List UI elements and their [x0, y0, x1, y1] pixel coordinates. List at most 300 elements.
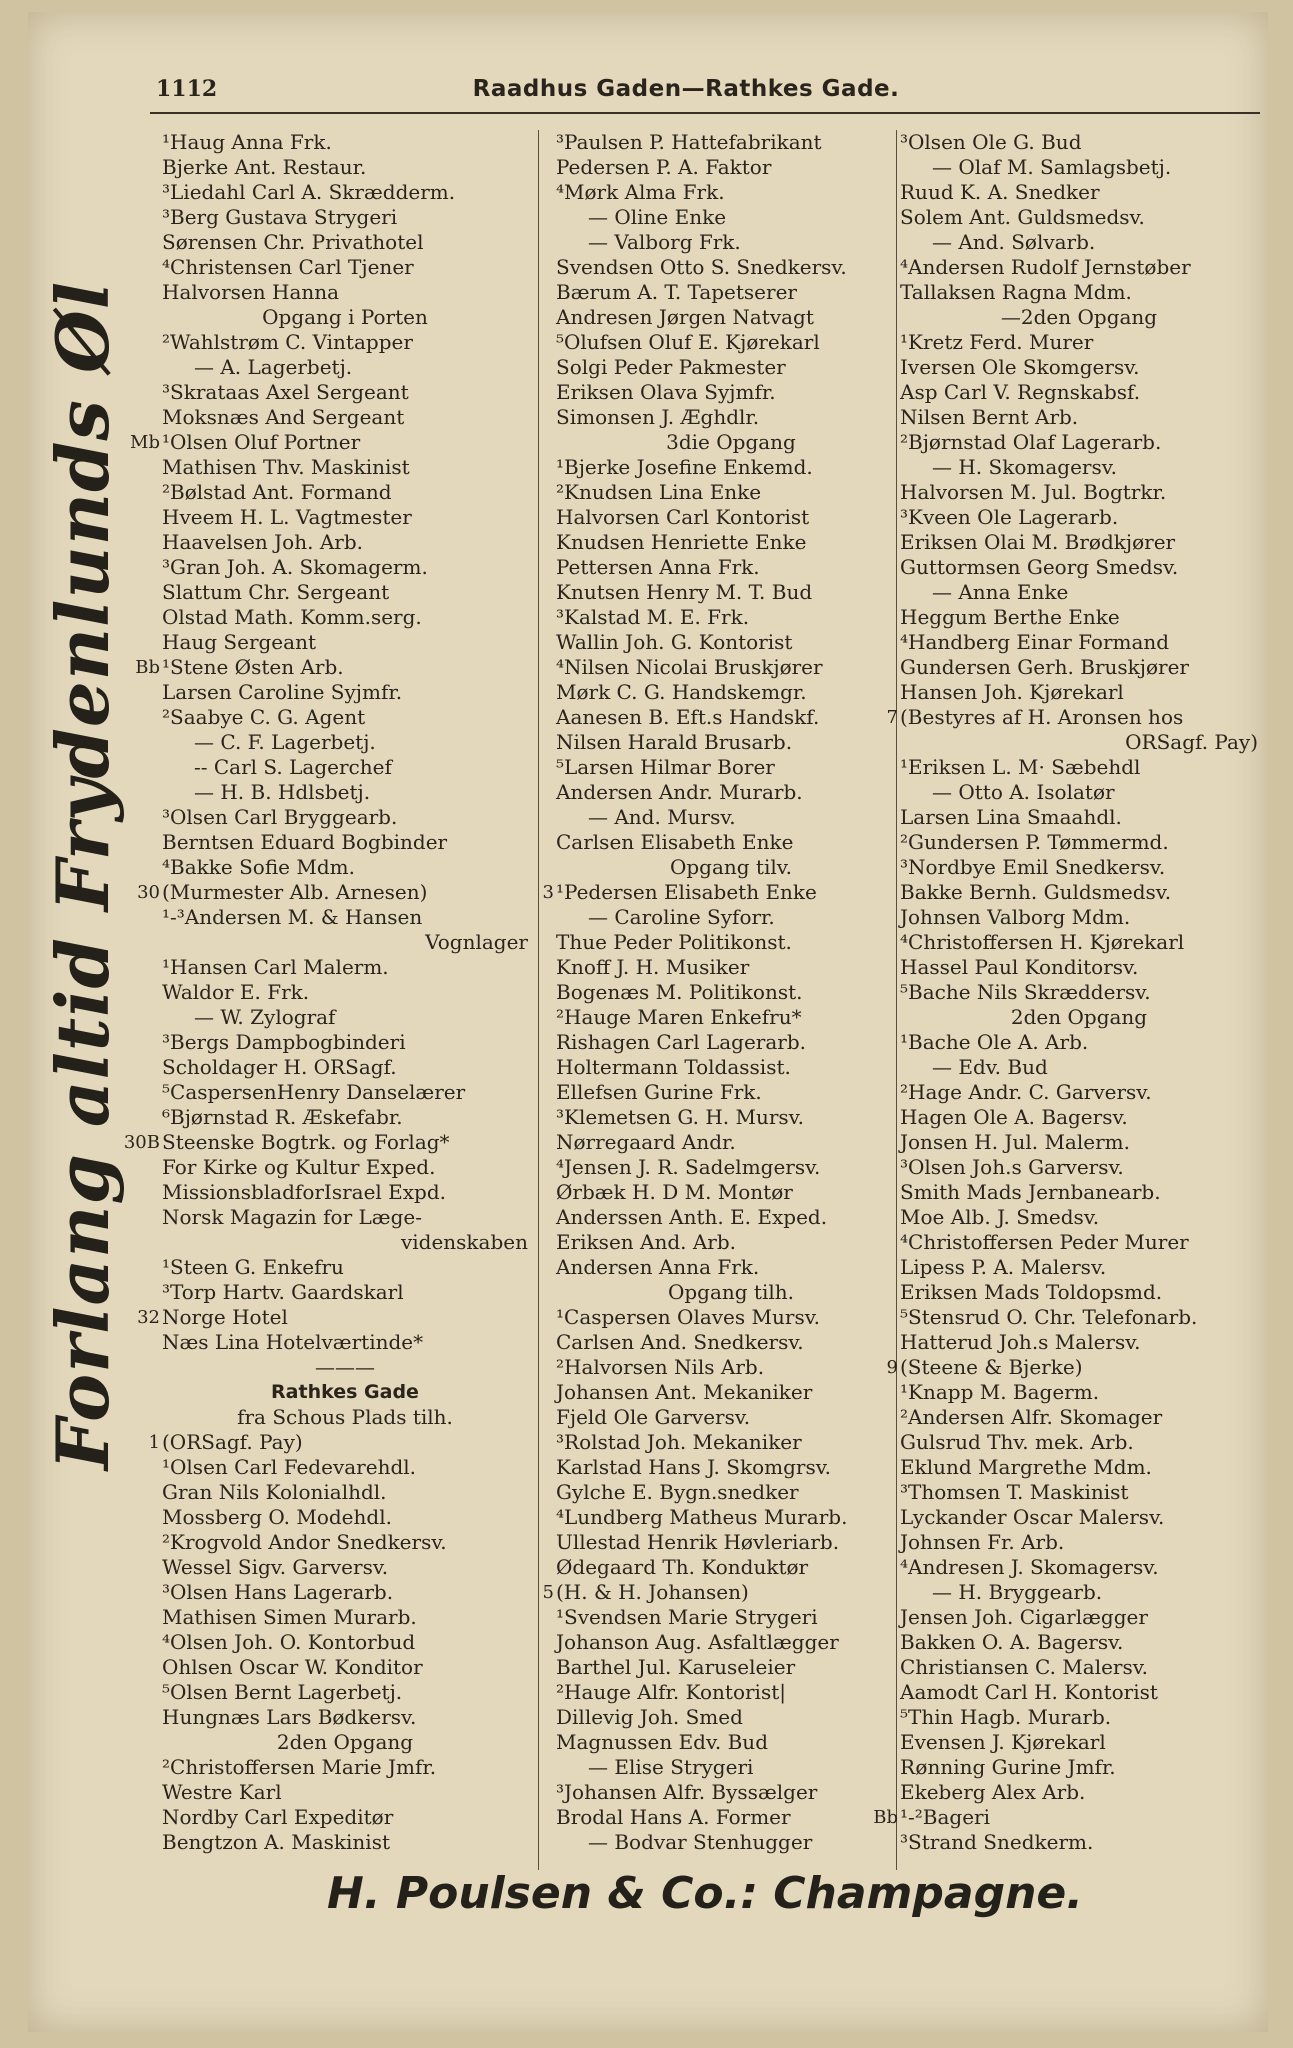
house-number-marker: 7	[886, 707, 898, 728]
directory-entry	[900, 1380, 1258, 1405]
entry-text: ⁴Christensen Carl Tjener	[162, 255, 414, 279]
entry-text: —2den Opgang	[1000, 305, 1158, 329]
directory-entry	[900, 330, 1258, 355]
directory-entry	[900, 205, 1258, 230]
entry-text: Hveem H. L. Vagtmester	[162, 505, 412, 529]
directory-entry	[900, 555, 1258, 580]
directory-entry	[162, 205, 528, 230]
entry-text: Ullestad Henrik Høvleriarb.	[556, 1530, 840, 1554]
directory-entry	[556, 1755, 906, 1780]
directory-entry	[556, 1455, 906, 1480]
directory-entry	[900, 1155, 1258, 1180]
entry-text: Mossberg O. Modehdl.	[162, 1505, 392, 1529]
entry-text: ³Paulsen P. Hattefabrikant	[556, 130, 822, 154]
directory-entry	[137, 1305, 528, 1330]
running-head: Raadhus Gaden—Rathkes Gade.	[472, 76, 900, 102]
entry-text: ²Gundersen P. Tømmermd.	[900, 830, 1169, 854]
directory-entry	[162, 1755, 528, 1780]
entry-text: (Murmester Alb. Arnesen)	[162, 880, 428, 904]
directory-entry	[162, 1655, 528, 1680]
entry-text: ²Andersen Alfr. Skomager	[900, 1405, 1163, 1429]
entry-text: ³Olsen Carl Bryggearb.	[162, 805, 398, 829]
column-3	[873, 130, 1258, 1855]
entry-text: Johanson Aug. Asfaltlægger	[556, 1630, 839, 1654]
directory-entry	[556, 1780, 906, 1805]
directory-entry	[900, 1480, 1258, 1505]
entry-text: ²Hage Andr. C. Garversv.	[900, 1080, 1152, 1104]
entry-text: ³Berg Gustava Strygeri	[162, 205, 398, 229]
entry-text: (Bestyres af H. Aronsen hos	[900, 705, 1184, 729]
directory-entry	[556, 755, 906, 780]
directory-entry	[900, 355, 1258, 380]
entry-text: Rishagen Carl Lagerarb.	[556, 1030, 806, 1054]
entry-text: Eriksen And. Arb.	[556, 1230, 737, 1254]
directory-entry	[556, 1230, 906, 1255]
directory-entry	[556, 405, 906, 430]
directory-entry	[886, 705, 1258, 730]
directory-entry	[900, 680, 1258, 705]
entry-text: ⁴Bakke Sofie Mdm.	[162, 855, 355, 879]
directory-entry	[900, 880, 1258, 905]
directory-entry	[900, 730, 1258, 755]
entry-text: Haug Sergeant	[162, 630, 316, 654]
entry-text: ¹Stene Østen Arb.	[162, 655, 344, 679]
entry-text: Gylche E. Bygn.snedker	[556, 1480, 799, 1504]
entry-text: Gulsrud Thv. mek. Arb.	[900, 1430, 1134, 1454]
entry-text: Larsen Caroline Syjmfr.	[162, 680, 403, 704]
page-header	[156, 76, 1216, 110]
directory-entry	[556, 1680, 906, 1705]
directory-entry	[162, 1330, 528, 1355]
directory-entry	[556, 305, 906, 330]
directory-entry	[162, 380, 528, 405]
directory-entry	[162, 1180, 528, 1205]
entry-text: Opgang tilh.	[667, 1280, 795, 1304]
entry-text: Dillevig Joh. Smed	[556, 1705, 743, 1729]
directory-entry	[900, 180, 1258, 205]
entry-text: ⁴Mørk Alma Frk.	[556, 180, 725, 204]
directory-entry	[556, 1405, 906, 1430]
entry-text: Hagen Ole A. Bagersv.	[900, 1105, 1128, 1129]
entry-text: ²Knudsen Lina Enke	[556, 480, 762, 504]
entry-text: — Olaf M. Samlagsbetj.	[932, 155, 1172, 179]
entry-text: Moe Alb. J. Smedsv.	[900, 1205, 1100, 1229]
directory-entry	[900, 1730, 1258, 1755]
entry-text: ⁴Andersen Rudolf Jernstøber	[900, 255, 1191, 279]
entry-text: Ellefsen Gurine Frk.	[556, 1080, 762, 1104]
directory-entry	[556, 480, 906, 505]
directory-entry	[556, 1080, 906, 1105]
entry-text: ¹Hansen Carl Malerm.	[162, 955, 389, 979]
entry-text: — Otto A. Isolatør	[932, 780, 1115, 804]
directory-entry	[900, 655, 1258, 680]
directory-entry	[556, 780, 906, 805]
entry-text: MissionsbladforIsrael Expd.	[162, 1180, 446, 1204]
directory-entry	[900, 1030, 1258, 1055]
entry-text: ¹Haug Anna Frk.	[162, 130, 332, 154]
directory-entry	[900, 805, 1258, 830]
entry-text: ⁵Olufsen Oluf E. Kjørekarl	[556, 330, 820, 354]
directory-entry	[162, 605, 528, 630]
entry-text: ⁵Stensrud O. Chr. Telefonarb.	[900, 1305, 1198, 1329]
entry-text: Iversen Ole Skomgersv.	[900, 355, 1140, 379]
directory-entry	[556, 1605, 906, 1630]
entry-text: (ORSagf. Pay)	[162, 1430, 303, 1454]
entry-text: Wessel Sigv. Garversv.	[162, 1555, 389, 1579]
entry-text: ¹Eriksen L. M· Sæbehdl	[900, 755, 1141, 779]
entry-text: ³Liedahl Carl A. Skrædderm.	[162, 180, 456, 204]
entry-text: ³Olsen Ole G. Bud	[900, 130, 1082, 154]
directory-entry	[556, 1205, 906, 1230]
entry-text: Johnsen Fr. Arb.	[900, 1530, 1065, 1554]
directory-entry	[900, 980, 1258, 1005]
directory-entry	[162, 1155, 528, 1180]
entry-text: ¹Olsen Carl Fedevarehdl.	[162, 1455, 417, 1479]
directory-entry	[162, 930, 528, 955]
directory-entry	[556, 1380, 906, 1405]
directory-entry	[130, 430, 528, 455]
directory-entry	[900, 155, 1258, 180]
directory-entry	[900, 1055, 1258, 1080]
directory-entry	[162, 1205, 528, 1230]
entry-text: Tallaksen Ragna Mdm.	[900, 280, 1132, 304]
directory-entry	[556, 330, 906, 355]
entry-text: ²Christoffersen Marie Jmfr.	[162, 1755, 437, 1779]
directory-entry	[900, 130, 1258, 155]
house-number-marker: 1	[148, 1432, 160, 1453]
entry-text: — Bodvar Stenhugger	[588, 1830, 813, 1854]
directory-entry	[162, 1555, 528, 1580]
entry-text: — W. Zylograf	[194, 1005, 336, 1029]
entry-text: Rathkes Gade	[271, 1381, 419, 1403]
entry-text: — Caroline Syforr.	[588, 905, 775, 929]
directory-entry	[900, 1455, 1258, 1480]
entry-text: — H. Skomagersv.	[932, 455, 1118, 479]
directory-entry	[556, 1255, 906, 1280]
entry-text: Nordby Carl Expeditør	[162, 1805, 394, 1829]
entry-text: Berntsen Eduard Bogbinder	[162, 830, 448, 854]
column-2	[542, 130, 906, 1855]
directory-entry	[900, 1605, 1258, 1630]
entry-text: Heggum Berthe Enke	[900, 605, 1120, 629]
directory-entry	[162, 730, 528, 755]
entry-text: Anderssen Anth. E. Exped.	[556, 1205, 828, 1229]
entry-text: ¹Knapp M. Bagerm.	[900, 1380, 1100, 1404]
directory-entry	[556, 180, 906, 205]
entry-text: Waldor E. Frk.	[162, 980, 310, 1004]
entry-text: ²Saabye C. G. Agent	[162, 705, 366, 729]
directory-entry	[556, 1105, 906, 1130]
entry-text: ³Olsen Hans Lagerarb.	[162, 1580, 394, 1604]
entry-text: Scholdager H. ORSagf.	[162, 1055, 397, 1079]
entry-text: — Oline Enke	[588, 205, 727, 229]
entry-text: Nilsen Bernt Arb.	[900, 405, 1079, 429]
directory-entry	[900, 630, 1258, 655]
entry-text: Ørbæk H. D M. Montør	[556, 1180, 793, 1204]
entry-text: Slattum Chr. Sergeant	[162, 580, 390, 604]
entry-text: — C. F. Lagerbetj.	[194, 730, 376, 754]
directory-entry	[556, 830, 906, 855]
bottom-advertisement: H. Poulsen & Co.: Champagne.	[327, 1868, 1083, 1919]
directory-entry	[900, 1230, 1258, 1255]
directory-entry	[542, 1580, 906, 1605]
entry-text: Norge Hotel	[162, 1305, 288, 1329]
entry-text: ³Torp Hartv. Gaardskarl	[162, 1280, 404, 1304]
directory-entry	[900, 1780, 1258, 1805]
directory-entry	[900, 280, 1258, 305]
entry-text: -- Carl S. Lagerchef	[194, 755, 392, 779]
entry-text: Ødegaard Th. Konduktør	[556, 1555, 809, 1579]
directory-entry	[123, 1130, 528, 1155]
entry-text: Pedersen P. A. Faktor	[556, 155, 772, 179]
entry-text: Eriksen Olava Syjmfr.	[556, 380, 776, 404]
directory-entry	[135, 655, 528, 680]
entry-text: Evensen J. Kjørekarl	[900, 1730, 1106, 1754]
directory-entry	[556, 130, 906, 155]
entry-text: Solgi Peder Pakmester	[556, 355, 786, 379]
directory-entry	[556, 955, 906, 980]
directory-entry	[556, 505, 906, 530]
entry-text: 3die Opgang	[666, 430, 796, 454]
entry-text: ²Bølstad Ant. Formand	[162, 480, 392, 504]
directory-entry	[556, 1555, 906, 1580]
directory-entry	[162, 905, 528, 930]
directory-entry	[162, 1805, 528, 1830]
directory-entry	[162, 1830, 528, 1855]
entry-text: — Elise Strygeri	[588, 1755, 754, 1779]
directory-entry	[900, 930, 1258, 955]
directory-entry	[162, 180, 528, 205]
entry-text: (H. & H. Johansen)	[556, 1580, 749, 1604]
directory-entry	[873, 1805, 1258, 1830]
directory-entry	[162, 1280, 528, 1305]
directory-entry	[162, 505, 528, 530]
house-number-marker: 3	[542, 882, 554, 903]
directory-entry	[556, 1705, 906, 1730]
entry-text: ³Rolstad Joh. Mekaniker	[556, 1430, 802, 1454]
directory-entry	[162, 405, 528, 430]
entry-text: ⁴Olsen Joh. O. Kontorbud	[162, 1630, 416, 1654]
directory-entry	[900, 255, 1258, 280]
entry-text: ²Krogvold Andor Snedkersv.	[162, 1530, 447, 1554]
entry-text: Bærum A. T. Tapetserer	[556, 280, 797, 304]
entry-text: Gran Nils Kolonialhdl.	[162, 1480, 387, 1504]
entry-text: ³Thomsen T. Maskinist	[900, 1480, 1129, 1504]
entry-text: Mathisen Simen Murarb.	[162, 1605, 417, 1629]
entry-text: Karlstad Hans J. Skomgrsv.	[556, 1455, 831, 1479]
directory-entry	[162, 280, 528, 305]
entry-text: Svendsen Otto S. Snedkersv.	[556, 255, 847, 279]
directory-entry	[556, 205, 906, 230]
directory-entry	[556, 430, 906, 455]
entry-text: Haavelsen Joh. Arb.	[162, 530, 363, 554]
directory-entry	[556, 905, 906, 930]
house-number-marker: Mb	[130, 432, 160, 453]
directory-entry	[162, 1380, 528, 1405]
entry-text: — H. B. Hdlsbetj.	[194, 780, 371, 804]
entry-text: Eriksen Olai M. Brødkjører	[900, 530, 1176, 554]
entry-text: Bengtzon A. Maskinist	[162, 1830, 390, 1854]
entry-text: ¹Svendsen Marie Strygeri	[556, 1605, 818, 1629]
directory-entry	[162, 780, 528, 805]
entry-text: ⁶Bjørnstad R. Æskefabr.	[162, 1105, 403, 1129]
directory-entry	[556, 1330, 906, 1355]
entry-text: Bakken O. A. Bagersv.	[900, 1630, 1124, 1654]
directory-entry	[900, 1705, 1258, 1730]
entry-text: Norsk Magazin for Læge-	[162, 1205, 422, 1229]
directory-entry	[162, 1080, 528, 1105]
directory-entry	[900, 1630, 1258, 1655]
directory-entry	[162, 1780, 528, 1805]
directory-entry	[556, 1630, 906, 1655]
entry-text: ¹Bjerke Josefine Enkemd.	[556, 455, 813, 479]
entry-text: ———	[315, 1355, 375, 1379]
directory-entry	[556, 680, 906, 705]
directory-entry	[556, 155, 906, 180]
entry-text: Ruud K. A. Snedker	[900, 180, 1100, 204]
directory-entry	[900, 1330, 1258, 1355]
entry-text: ²Halvorsen Nils Arb.	[556, 1355, 765, 1379]
entry-text: Aamodt Carl H. Kontorist	[900, 1680, 1158, 1704]
house-number-marker: Bb	[873, 1807, 898, 1828]
entry-text: Smith Mads Jernbanearb.	[900, 1180, 1161, 1204]
directory-entry	[162, 1055, 528, 1080]
directory-entry	[900, 1280, 1258, 1305]
entry-text: Mørk C. G. Handskemgr.	[556, 680, 807, 704]
entry-text: ¹Steen G. Enkefru	[162, 1255, 344, 1279]
entry-text: Fjeld Ole Garversv.	[556, 1405, 751, 1429]
entry-text: Nørregaard Andr.	[556, 1130, 736, 1154]
entry-text: ⁵Bache Nils Skræddersv.	[900, 980, 1151, 1004]
entry-text: ¹Olsen Oluf Portner	[162, 430, 361, 454]
entry-text: Moksnæs And Sergeant	[162, 405, 405, 429]
directory-entry	[556, 730, 906, 755]
entry-text: ⁴Lundberg Matheus Murarb.	[556, 1505, 848, 1529]
directory-entry	[556, 630, 906, 655]
directory-entry	[162, 755, 528, 780]
directory-entry	[556, 1005, 906, 1030]
entry-text: Thue Peder Politikonst.	[556, 930, 792, 954]
entry-text: ³Klemetsen G. H. Mursv.	[556, 1105, 804, 1129]
entry-text: For Kirke og Kultur Exped.	[162, 1155, 436, 1179]
directory-entry	[556, 605, 906, 630]
entry-text: Larsen Lina Smaahdl.	[900, 805, 1122, 829]
entry-text: Christiansen C. Malersv.	[900, 1655, 1149, 1679]
entry-text: Opgang tilv.	[669, 855, 793, 879]
entry-text: Opgang i Porten	[262, 305, 428, 329]
directory-entry	[556, 1480, 906, 1505]
directory-entry	[900, 855, 1258, 880]
entry-text: Brodal Hans A. Former	[556, 1805, 791, 1829]
entry-text: Westre Karl	[162, 1780, 282, 1804]
entry-text: Nilsen Harald Brusarb.	[556, 730, 793, 754]
directory-entry	[900, 455, 1258, 480]
directory-entry	[556, 1355, 906, 1380]
directory-entry	[162, 455, 528, 480]
directory-entry	[900, 1505, 1258, 1530]
directory-entry	[900, 830, 1258, 855]
directory-entry	[162, 1005, 528, 1030]
directory-entry	[162, 355, 528, 380]
entry-text: Magnussen Edv. Bud	[556, 1730, 768, 1754]
directory-entry	[900, 430, 1258, 455]
directory-entry	[162, 980, 528, 1005]
directory-entry	[162, 1455, 528, 1480]
directory-entry	[556, 655, 906, 680]
entry-text: Ohlsen Oscar W. Konditor	[162, 1655, 423, 1679]
entry-text: Sørensen Chr. Privathotel	[162, 230, 424, 254]
entry-text: 2den Opgang	[276, 1730, 414, 1754]
entry-text: videnskaben	[400, 1230, 528, 1254]
directory-entry	[900, 1530, 1258, 1555]
directory-entry	[556, 255, 906, 280]
entry-text: ⁴Christoffersen Peder Murer	[900, 1230, 1189, 1254]
directory-entry	[162, 830, 528, 855]
entry-text: Aanesen B. Eft.s Handskf.	[556, 705, 820, 729]
entry-text: — H. Bryggearb.	[932, 1580, 1103, 1604]
entry-text: Jensen Joh. Cigarlægger	[900, 1605, 1148, 1629]
entry-text: Gundersen Gerh. Bruskjører	[900, 655, 1189, 679]
directory-entry	[137, 880, 528, 905]
house-number-marker: 9	[886, 1357, 898, 1378]
entry-text: Holtermann Toldassist.	[556, 1055, 791, 1079]
house-number-marker: Bb	[135, 657, 160, 678]
entry-text: — And. Sølvarb.	[932, 230, 1096, 254]
directory-entry	[162, 1255, 528, 1280]
entry-text: Pettersen Anna Frk.	[556, 555, 760, 579]
house-number-marker: 30	[137, 882, 160, 903]
entry-text: — A. Lagerbetj.	[194, 355, 353, 379]
directory-entry	[162, 1355, 528, 1380]
entry-text: ¹-³Andersen M. & Hansen	[162, 905, 423, 929]
directory-entry	[162, 1405, 528, 1430]
entry-text: — Edv. Bud	[932, 1055, 1048, 1079]
directory-entry	[162, 1630, 528, 1655]
directory-entry	[900, 955, 1258, 980]
directory-entry	[162, 330, 528, 355]
directory-entry	[556, 455, 906, 480]
entry-text: Andersen Andr. Murarb.	[556, 780, 803, 804]
directory-entry	[900, 1755, 1258, 1780]
directory-entry	[162, 1605, 528, 1630]
directory-entry	[900, 1430, 1258, 1455]
column-divider	[896, 130, 897, 1870]
entry-text: ²Hauge Maren Enkefru*	[556, 1005, 802, 1029]
directory-entry	[162, 480, 528, 505]
house-number-marker: 5	[542, 1582, 554, 1603]
directory-entry	[900, 1080, 1258, 1105]
entry-text: Ekeberg Alex Arb.	[900, 1780, 1086, 1804]
entry-text: ⁴Nilsen Nicolai Bruskjører	[556, 655, 823, 679]
directory-entry	[900, 1255, 1258, 1280]
entry-text: ³Nordbye Emil Snedkersv.	[900, 855, 1166, 879]
directory-entry	[556, 1055, 906, 1080]
entry-text: ⁴Christoffersen H. Kjørekarl	[900, 930, 1185, 954]
column-divider	[538, 130, 539, 1870]
directory-entry	[148, 1430, 528, 1455]
directory-entry	[556, 1305, 906, 1330]
entry-text: ³Olsen Joh.s Garversv.	[900, 1155, 1124, 1179]
directory-entry	[162, 1530, 528, 1555]
entry-text: — And. Mursv.	[588, 805, 736, 829]
directory-entry	[162, 955, 528, 980]
directory-entry	[556, 1155, 906, 1180]
entry-text: ¹Caspersen Olaves Mursv.	[556, 1305, 820, 1329]
entry-text: ¹Kretz Ferd. Murer	[900, 330, 1094, 354]
entry-text: ³Bergs Dampbogbinderi	[162, 1030, 406, 1054]
directory-entry	[556, 580, 906, 605]
entry-text: Barthel Jul. Karuseleier	[556, 1655, 796, 1679]
